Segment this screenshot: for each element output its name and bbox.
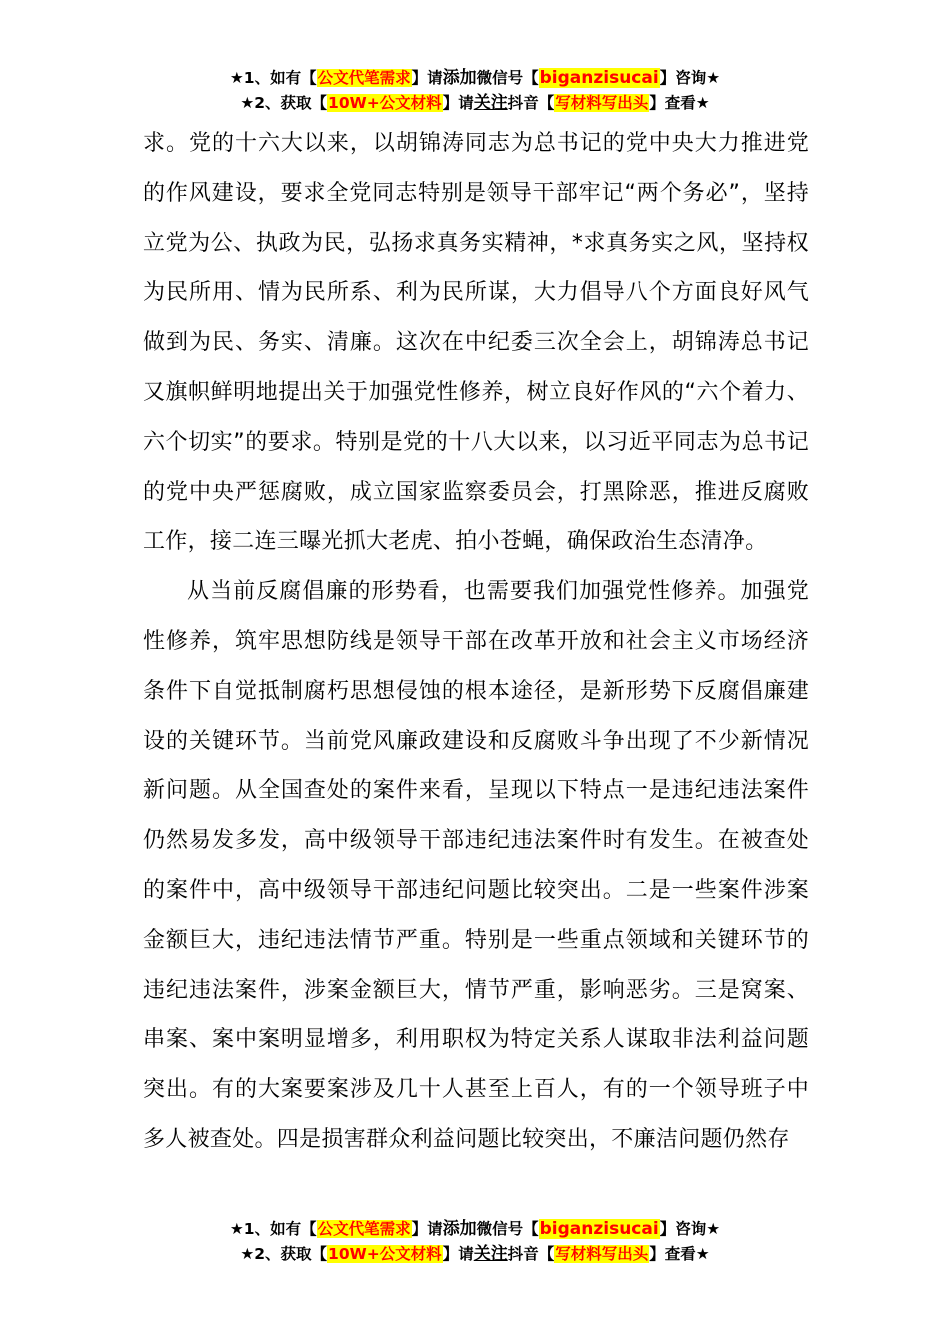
highlight-wechat-id: biganzisucai	[539, 1219, 659, 1239]
highlight-ghostwriting: 公文代笔需求	[317, 1220, 411, 1238]
promo-line-2: ★2、获取【10W+公文材料】请关注抖音【写材料写出头】查看★	[240, 1244, 710, 1264]
highlight-douyin-account: 写材料写出头	[555, 94, 649, 112]
highlight-materials: 10W+公文材料	[328, 1245, 442, 1263]
document-body	[143, 119, 809, 1165]
footer-promo-banner	[0, 1217, 950, 1267]
body-paragraph: 从当前反腐倡廉的形势看，也需要我们加强党性修养。加强党性修养，筑牢思想防线是领导干部在改革开放和社会主义市场经济条件下自觉抵制腐朽思想侵蚀的根本途径，是新形势下反腐倡廉建设的关键环节。当前党风廉政建设和反腐败斗争出现了不少新情况新问题。从全国查处的案件来看，呈现以下特点一是违纪违法案件仍然易发多发，高中级领导干部违纪违法案件时有发生。在被查处的案件中，高中级领导干部违纪问题比较突出。二是一些案件涉案金额巨大，违纪违法情节严重。特别是一些重点领域和关键环节的违纪违法案件，涉案金额巨大，情节严重，影响恶劣。三是窝案、串案、案中案明显增多，利用职权为特定关系人谋取非法利益问题突出。有的大案要案涉及几十人甚至上百人，有的一个领导班子中多人被查处。四是损害群众利益问题比较突出，不廉洁问题仍然存	[143, 579, 809, 1152]
highlight-ghostwriting: 公文代笔需求	[317, 69, 411, 87]
highlight-materials: 10W+公文材料	[328, 94, 442, 112]
body-paragraph: 求。党的十六大以来，以胡锦涛同志为总书记的党中央大力推进党的作风建设，要求全党同志特别是领导干部牢记“两个务必”，坚持立党为公、执政为民，弘扬求真务实精神，*求真务实之风，坚持权为民所用、情为民所系、利为民所谋，大力倡导八个方面良好风气做到为民、务实、清廉。这次在中纪委三次全会上，胡锦涛总书记又旗帜鲜明地提出关于加强党性修养，树立良好作风的“六个着力、六个切实”的要求。特别是党的十八大以来，以习近平同志为总书记的党中央严惩腐败，成立国家监察委员会，打黑除恶，推进反腐败工作，接二连三曝光抓大老虎、拍小苍蝇，确保政治生态清净。	[143, 131, 809, 555]
promo-line-1: ★1、如有【公文代笔需求】请添加微信号【biganzisucai】咨询★	[229, 68, 721, 88]
promo-line-1: ★1、如有【公文代笔需求】请添加微信号【biganzisucai】咨询★	[229, 1219, 721, 1239]
highlight-douyin-account: 写材料写出头	[555, 1245, 649, 1263]
highlight-wechat-id: biganzisucai	[539, 68, 659, 88]
promo-line-2: ★2、获取【10W+公文材料】请关注抖音【写材料写出头】查看★	[240, 93, 710, 113]
header-promo-banner	[0, 66, 950, 116]
